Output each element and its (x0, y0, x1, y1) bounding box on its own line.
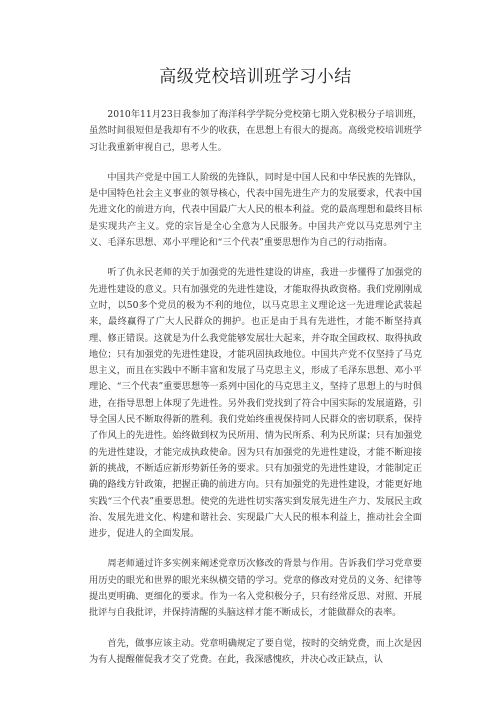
paragraph-5: 首先，做事应该主动。党章明确规定了要自觉，按时的交纳党费，而上次是因为有人提醒催促我才交了党费。在此，我深感愧疚，并决心改正缺点，认 (89, 637, 422, 665)
paragraph-4: 周老师通过许多实例来阐述党章历次修改的背景与作用。告诉我们学习党章要用历史的眼光和世界的眼光来纵横交错的学习。党章的修改对党员的义务、纪律等提出更明确、更细化的要求。作为一名入党积极分子，只有经常反思、对照、开展批评与自我批评，并保持清醒的头脑这样才能不断成长，才能做群众的表率。 (89, 558, 422, 619)
document-title: 高级党校培训班学习小结 (159, 67, 352, 87)
paragraph-3: 听了仇永民老师的关于加强党的先进性建设的讲座，我进一步懂得了加强党的先进性建设的意义。只有加强党的先进性建设，才能取得执政资格。我们党刚刚成立时，以50多个党员的极为不利的地位，以马克思主义理论这一先进理论武装起来，最终赢得了广大人民群众的拥护。也正是由于具有先进性，才能不断坚持真理、修正错误。这就是为什么我党能够发展壮大起来，并夺取全国政权、取得执政地位；只有加强党的先进性建设，才能巩固执政地位。中国共产党不仅坚持了马克思主义，而且在实践中不断丰富和发展了马克思主义，形成了毛泽东思想、邓小平理论、“三个代表”重要思想等一系列中国化的马克思主义，坚持了思想上的与时俱进，在指导思想上体现了先进性。另外我们党找到了符合中国实际的发展道路，引导全国人民不断取得新的胜利。我们党始终重视保持同人民群众的密切联系，保持了作风上的先进性。始终做到权为民所用、情为民所系、利为民所谋；只有加强党的先进性建设，才能完成执政使命。因为只有加强党的先进性建设，才能不断迎接新的挑战，不断适应新形势新任务的要求。只有加强党的先进性建设，才能制定正确的路线方针政策，把握正确的前进方向。只有加强党的先进性建设，才能更好地实践“三个代表”重要思想。使党的先进性切实落实到发展先进生产力、发展民主政治、发展先进文化、构建和谐社会、实现最广大人民的根本利益上，推动社会全面进步，促进人的全面发展。 (89, 267, 422, 540)
paragraph-1: 2010年11月23日我参加了海洋科学学院分党校第七期入党积极分子培训班，虽然时间很短但是我却有不少的收获，在思想上有很大的提高。高级党校培训班学习让我重新审视自己，思考人生。 (89, 109, 422, 153)
paragraph-2: 中国共产党是中国工人阶级的先锋队，同时是中国人民和中华民族的先锋队，是中国特色社会主义事业的领导核心，代表中国先进生产力的发展要求，代表中国先进文化的前进方向，代表中国最广大人民的根本利益。党的最高理想和最终目标是实现共产主义。党的宗旨是全心全意为人民服务。中国共产党以马克思列宁主义、毛泽东思想、邓小平理论和“三个代表”重要思想作为自己的行动指南。 (89, 171, 422, 249)
